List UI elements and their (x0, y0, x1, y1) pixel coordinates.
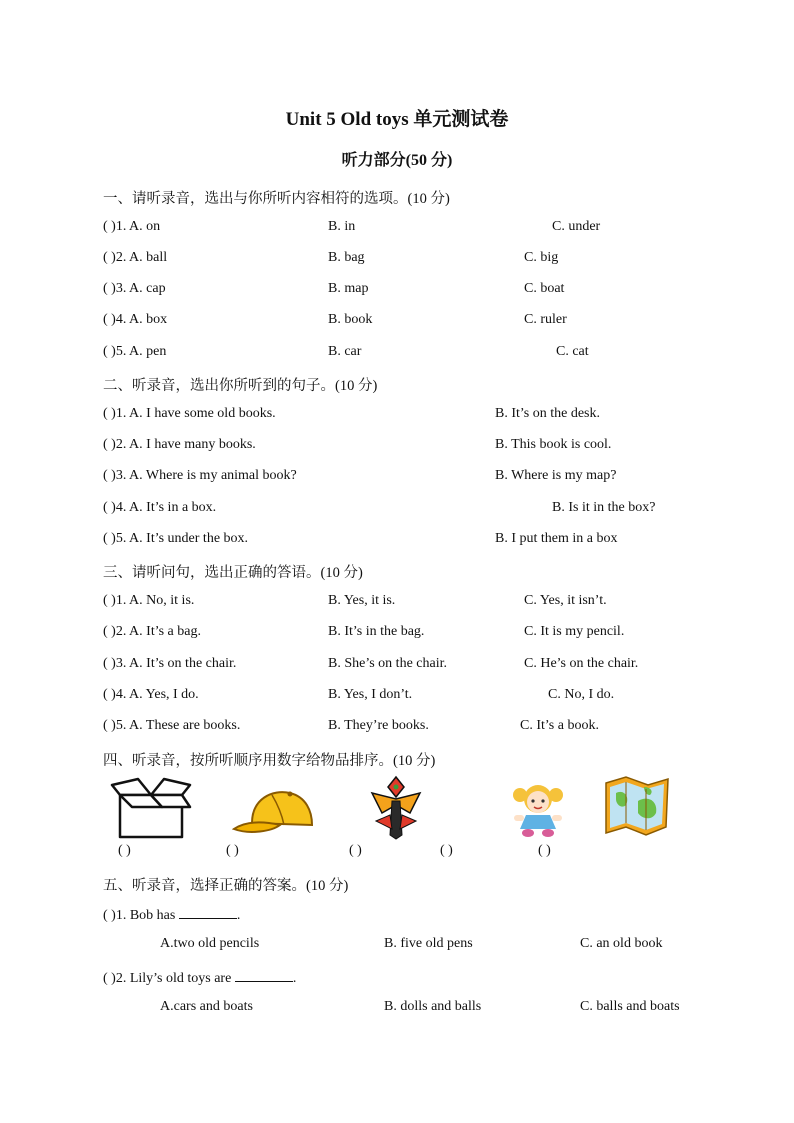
option-c: C. balls and boats (580, 999, 680, 1014)
option-a: A.two old pencils (160, 936, 260, 951)
option-b: B. She’s on the chair. (328, 656, 447, 671)
question-stem: ( )2. A. It’s a bag. (103, 624, 201, 639)
option-b: B. bag (328, 250, 365, 265)
question-stem: ( )5. A. pen (103, 344, 167, 359)
question-stem: ( )3. A. Where is my animal book? (103, 468, 297, 483)
option-a: A.cars and boats (160, 999, 253, 1014)
question-row (0, 500, 794, 520)
question-row (0, 406, 794, 426)
option-b: B. five old pens (384, 936, 473, 951)
option-c: C. Yes, it isn’t. (524, 593, 607, 608)
option-c: C. ruler (524, 312, 567, 327)
question-stem: ( )1. A. I have some old books. (103, 406, 276, 421)
doll-icon (508, 781, 568, 839)
option-c: C. big (524, 250, 559, 265)
option-c: C. It is my pencil. (524, 624, 625, 639)
option-b: B. in (328, 219, 356, 234)
option-b: B. It’s in the bag. (328, 624, 425, 639)
question-row (0, 593, 794, 613)
section-3-heading: 三、请听问句，选出正确的答语。(10 分) (103, 565, 363, 581)
question-stem: ( )2. A. I have many books. (103, 437, 256, 452)
option-b: B. Where is my map? (495, 468, 617, 483)
question-row (0, 656, 794, 676)
question-stem (103, 968, 296, 987)
section-2-heading: 二、听录音，选出你所听到的句子。(10 分) (103, 378, 378, 394)
question-stem: ( )2. A. ball (103, 250, 168, 265)
box-icon (110, 777, 192, 841)
picture-row (0, 775, 794, 845)
question-stem: ( )5. A. It’s under the box. (103, 531, 249, 546)
section-5-heading: 五、听录音，选择正确的答案。(10 分) (103, 878, 349, 894)
page-title: Unit 5 Old toys 单元测试卷 (285, 109, 509, 130)
question-tail: . (236, 908, 241, 923)
option-b: B. Yes, I don’t. (328, 687, 413, 702)
option-b: B. Yes, it is. (328, 593, 396, 608)
question-row (0, 968, 794, 988)
option-c: C. boat (524, 281, 565, 296)
question-stem (103, 905, 240, 924)
question-stem: ( )5. A. These are books. (103, 718, 241, 733)
question-row (0, 344, 794, 364)
question-row (0, 531, 794, 551)
order-blank[interactable]: ( ) (118, 843, 131, 858)
page-subtitle: 听力部分(50 分) (341, 152, 453, 169)
option-c: C. No, I do. (548, 687, 615, 702)
question-row (0, 281, 794, 301)
order-blank[interactable]: ( ) (226, 843, 239, 858)
question-row (0, 468, 794, 488)
question-stem: ( )4. A. It’s in a box. (103, 500, 217, 515)
order-blank[interactable]: ( ) (349, 843, 362, 858)
order-blank[interactable]: ( ) (440, 843, 453, 858)
option-b: B. Is it in the box? (552, 500, 656, 515)
question-row (0, 687, 794, 707)
question-stem: ( )1. A. on (103, 219, 161, 234)
option-c: C. under (552, 219, 601, 234)
question-row (0, 624, 794, 644)
option-c: C. It’s a book. (520, 718, 599, 733)
section-4-heading: 四、听录音，按所听顺序用数字给物品排序。(10 分) (103, 753, 436, 769)
map-icon (604, 775, 670, 837)
option-b: B. This book is cool. (495, 437, 612, 452)
option-c: C. cat (556, 344, 589, 359)
option-b: B. car (328, 344, 362, 359)
answer-blank[interactable] (179, 905, 237, 919)
question-text: ( )1. Bob has (103, 908, 179, 923)
kite-icon (370, 775, 422, 841)
question-stem: ( )4. A. box (103, 312, 168, 327)
option-c: C. He’s on the chair. (524, 656, 639, 671)
answer-blank[interactable] (235, 968, 293, 982)
option-b: B. map (328, 281, 369, 296)
question-row (0, 219, 794, 239)
question-row (0, 250, 794, 270)
question-stem: ( )3. A. It’s on the chair. (103, 656, 237, 671)
option-b: B. They’re books. (328, 718, 429, 733)
option-b: B. It’s on the desk. (495, 406, 600, 421)
question-stem: ( )4. A. Yes, I do. (103, 687, 199, 702)
question-tail: . (292, 971, 297, 986)
option-b: B. dolls and balls (384, 999, 482, 1014)
question-row (0, 718, 794, 738)
option-b: B. book (328, 312, 373, 327)
question-row (0, 312, 794, 332)
question-row (0, 905, 794, 925)
question-row (0, 437, 794, 457)
option-row (0, 936, 794, 956)
cap-icon (232, 787, 316, 837)
question-stem: ( )1. A. No, it is. (103, 593, 195, 608)
section-1-heading: 一、请听录音，选出与你所听内容相符的选项。(10 分) (103, 191, 450, 207)
option-row (0, 999, 794, 1019)
option-c: C. an old book (580, 936, 663, 951)
option-b: B. I put them in a box (495, 531, 618, 546)
order-blanks-row (0, 843, 794, 863)
question-stem: ( )3. A. cap (103, 281, 166, 296)
order-blank[interactable]: ( ) (538, 843, 551, 858)
question-text: ( )2. Lily’s old toys are (103, 971, 235, 986)
